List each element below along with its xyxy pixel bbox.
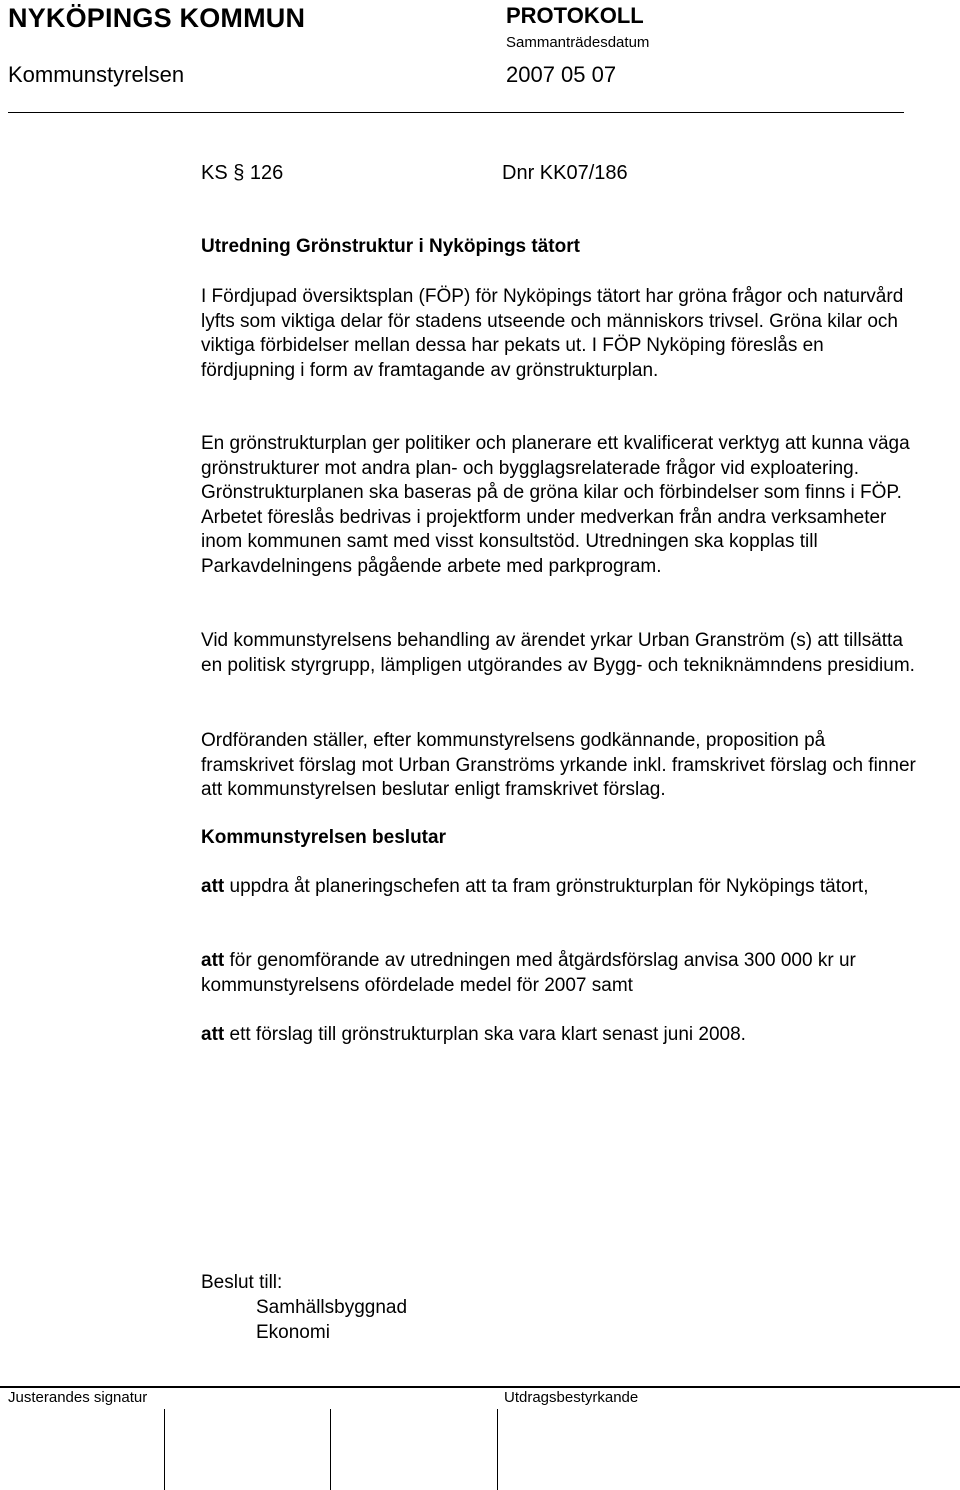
header-divider xyxy=(8,112,904,113)
organization-name: NYKÖPINGS KOMMUN xyxy=(8,3,306,33)
body-name: Kommunstyrelsen xyxy=(8,62,185,87)
recipient: Ekonomi xyxy=(256,1322,330,1343)
meeting-date: 2007 05 07 xyxy=(506,62,617,87)
document-type: PROTOKOLL xyxy=(506,3,644,28)
case-title: Utredning Grönstruktur i Nyköpings tätort xyxy=(201,236,580,257)
signature-box-line xyxy=(330,1409,331,1490)
registration-number: Dnr KK07/186 xyxy=(502,162,628,184)
decision-keyword: att xyxy=(201,1024,225,1045)
decision-keyword: att xyxy=(201,950,225,971)
decision-item-text: för genomförande av utredningen med åtgärdsförslag anvisa 300 000 kr ur kommunstyrelsens ofördelade medel för 2007 samt xyxy=(201,950,856,996)
paragraph-2: En grönstrukturplan ger politiker och planerare ett kvalificerat verktyg att kunna väga grönstrukturer mot andra plan- och bygglagsrelaterade frågor vid exploatering. Grönstrukturplanen ska baseras på de gröna kilar och förbindelser som finns i FÖP. Arbetet föreslås bedrivas i projektform under medverkan från andra verksamheter inom kommunen samt med visst konsultstöd. Utredningen ska kopplas till Parkavdelningens pågående arbete med parkprogram. xyxy=(201,433,910,577)
signature-label: Justerandes signatur xyxy=(8,1389,148,1406)
distribution-label: Beslut till: xyxy=(201,1272,283,1293)
footer-divider xyxy=(0,1386,960,1388)
decision-heading: Kommunstyrelsen beslutar xyxy=(201,827,446,848)
signature-box-line xyxy=(164,1409,165,1490)
decision-item xyxy=(201,875,921,900)
paragraph-3: Vid kommunstyrelsens behandling av ärendet yrkar Urban Granström (s) att tillsätta en politisk styrgrupp, lämpligen utgörandes av Bygg- och tekniknämndens presidium. xyxy=(201,630,915,676)
paragraph-4: Ordföranden ställer, efter kommunstyrelsens godkännande, proposition på framskrivet förslag mot Urban Granströms yrkande inkl. framskrivet förslag och finner att kommunstyrelsen beslutar enligt framskrivet förslag. xyxy=(201,730,916,800)
case-number: KS § 126 xyxy=(201,162,284,184)
decision-item xyxy=(201,949,921,998)
decision-keyword: att xyxy=(201,876,225,897)
paragraph-1: I Fördjupad översiktsplan (FÖP) för Nyköpings tätort har gröna frågor och naturvård lyfts som viktiga delar för stadens utseende och människors trivsel. Gröna kilar och viktiga förbidelser mellan dessa har pekats ut. I FÖP Nyköping föreslås en fördjupning i form av framtagande av grönstrukturplan. xyxy=(201,286,904,381)
meeting-date-label: Sammanträdesdatum xyxy=(506,34,650,51)
distribution-list xyxy=(201,1270,407,1345)
signature-box-line xyxy=(497,1409,498,1490)
decision-item-text: uppdra åt planeringschefen att ta fram grönstrukturplan för Nyköpings tätort, xyxy=(229,876,869,897)
recipient: Samhällsbyggnad xyxy=(256,1297,408,1318)
certification-label: Utdragsbestyrkande xyxy=(504,1389,639,1406)
decision-item-text: ett förslag till grönstrukturplan ska vara klart senast juni 2008. xyxy=(229,1024,746,1045)
decision-item xyxy=(201,1023,921,1048)
